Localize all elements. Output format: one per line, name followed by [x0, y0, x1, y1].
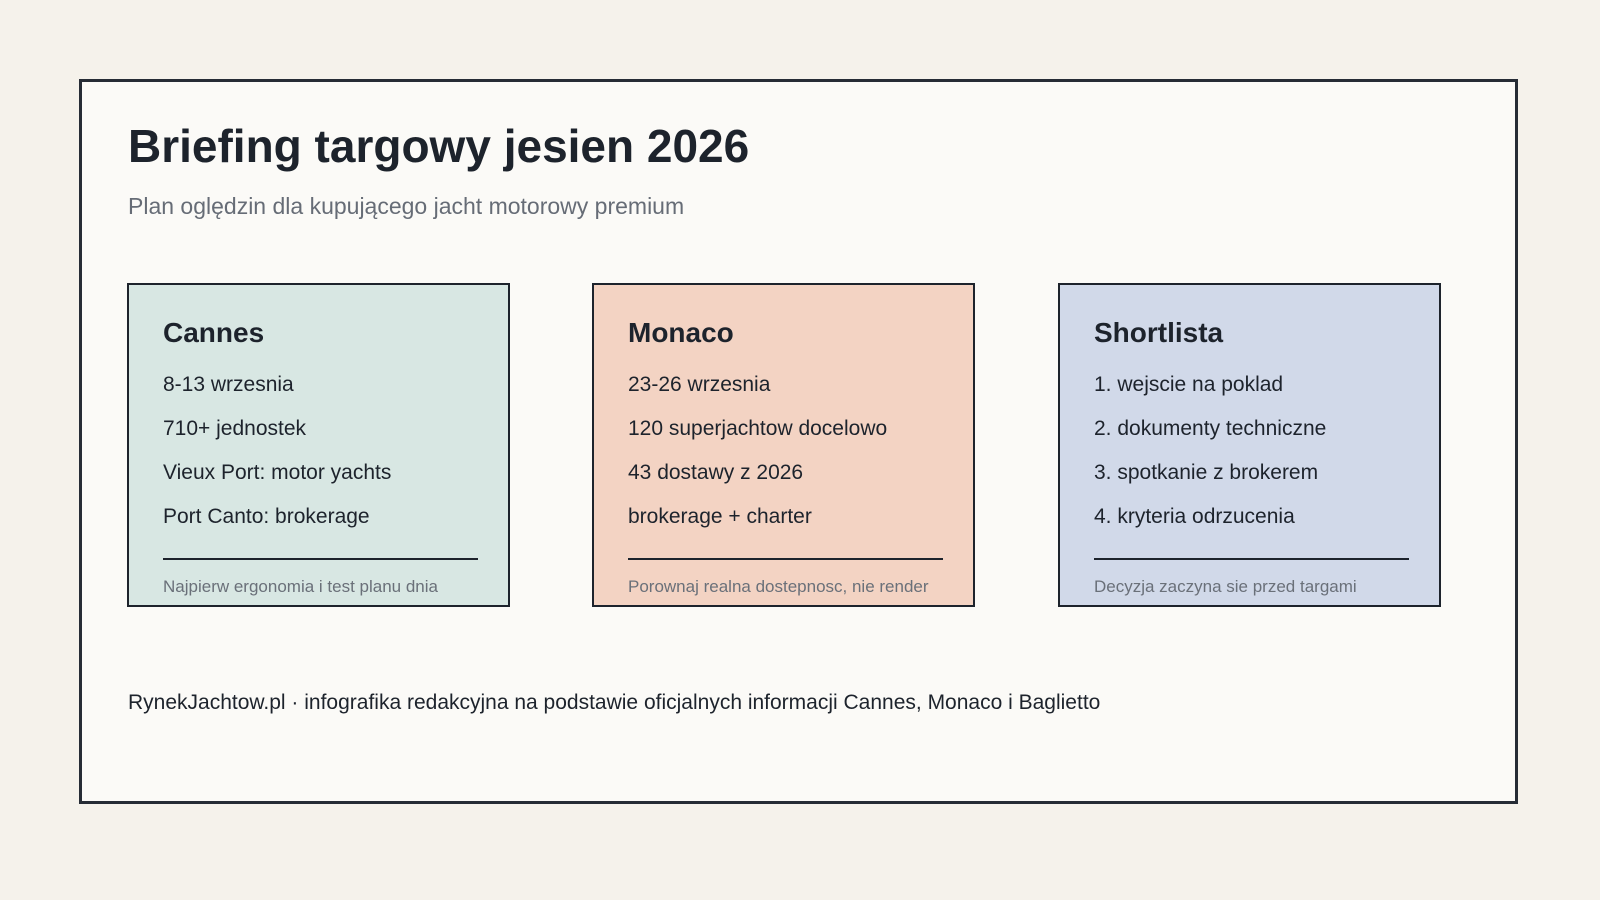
card-line: Port Canto: brokerage: [163, 505, 370, 528]
card-line: 710+ jednostek: [163, 417, 307, 440]
card-cannes: [127, 283, 510, 607]
card-line: 4. kryteria odrzucenia: [1094, 505, 1295, 528]
card-note: Najpierw ergonomia i test planu dnia: [163, 577, 438, 596]
card-line: 2. dokumenty techniczne: [1094, 417, 1327, 440]
footer-source: RynekJachtow.pl · infografika redakcyjna na podstawie oficjalnych informacji Cannes, Monaco i Baglietto: [128, 691, 1101, 714]
card-line: 3. spotkanie z brokerem: [1094, 461, 1319, 484]
card-shortlist: [1058, 283, 1441, 607]
card-line: 1. wejscie na poklad: [1094, 373, 1284, 396]
card-note: Porownaj realna dostepnosc, nie render: [628, 577, 929, 596]
card-line: 43 dostawy z 2026: [628, 461, 804, 484]
card-divider: [1094, 558, 1409, 560]
card-divider: [163, 558, 478, 560]
page-subtitle: Plan oględzin dla kupującego jacht motorowy premium: [128, 193, 685, 219]
card-heading: Monaco: [628, 317, 734, 348]
page-title: Briefing targowy jesien 2026: [128, 120, 750, 172]
card-line: 23-26 wrzesnia: [628, 373, 771, 396]
card-line: brokerage + charter: [628, 505, 812, 528]
card-heading: Shortlista: [1094, 317, 1224, 348]
card-heading: Cannes: [163, 317, 265, 348]
card-line: 8-13 wrzesnia: [163, 373, 294, 396]
card-line: Vieux Port: motor yachts: [163, 461, 392, 484]
card-note: Decyzja zaczyna sie przed targami: [1094, 577, 1357, 596]
card-monaco: [592, 283, 975, 607]
card-line: 120 superjachtow docelowo: [628, 417, 888, 440]
card-divider: [628, 558, 943, 560]
